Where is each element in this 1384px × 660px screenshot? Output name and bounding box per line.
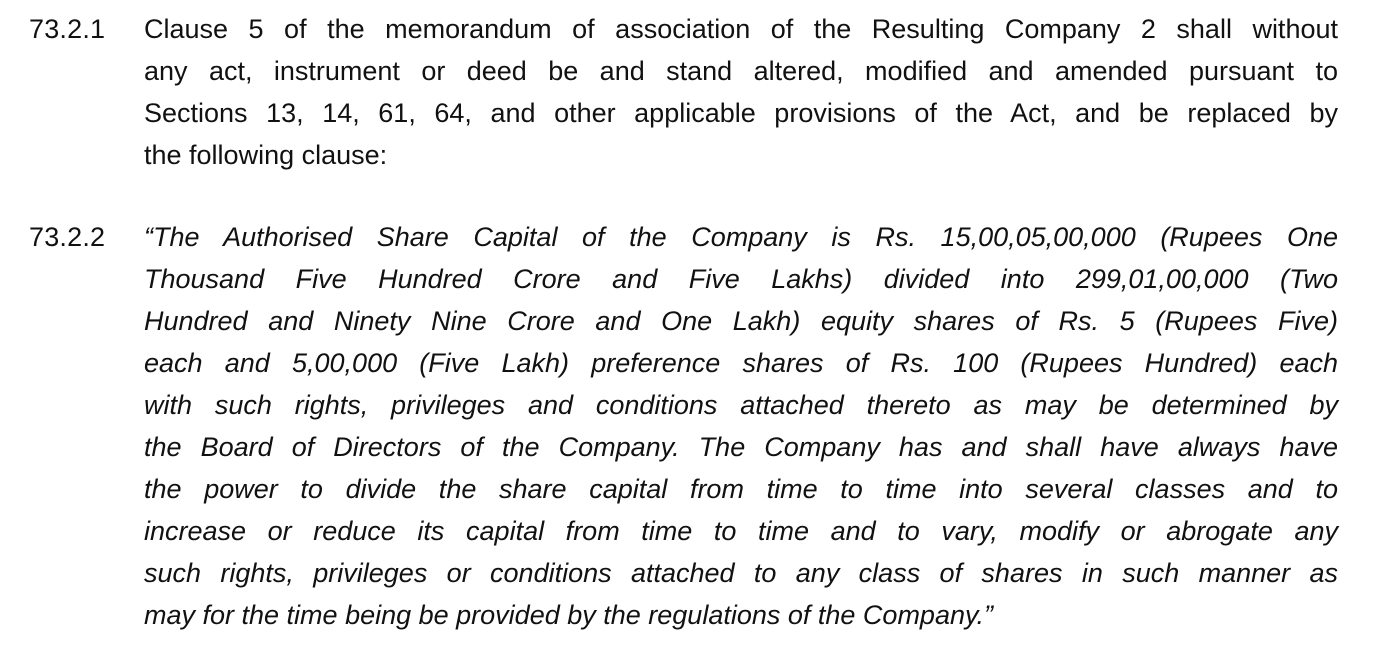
clause-line: Hundred and Ninety Nine Crore and One Lakh) equity shares of Rs. 5 (Rupees Five) xyxy=(144,306,1338,336)
clause-line: “The Authorised Share Capital of the Company is Rs. 15,00,05,00,000 (Rupees One xyxy=(144,222,1338,252)
clause-line: with such rights, privileges and conditions attached thereto as may be determined by xyxy=(144,390,1338,420)
clause-line: the following clause: xyxy=(144,140,388,170)
clause-line: any act, instrument or deed be and stand altered, modified and amended pursuant to xyxy=(144,56,1338,86)
clause-text xyxy=(144,8,1338,176)
clause-line: Clause 5 of the memorandum of association of the Resulting Company 2 shall without xyxy=(144,14,1338,44)
clause-line: such rights, privileges or conditions attached to any class of shares in such manner as xyxy=(144,558,1338,588)
clause-line: each and 5,00,000 (Five Lakh) preference shares of Rs. 100 (Rupees Hundred) each xyxy=(144,348,1338,378)
clause-text-quoted xyxy=(144,216,1338,636)
clause-line: may for the time being be provided by the regulations of the Company.” xyxy=(144,600,993,630)
clause-line: the power to divide the share capital from time to time into several classes and to xyxy=(144,474,1338,504)
clause-number: 73.2.1 xyxy=(29,14,106,44)
clause-line: increase or reduce its capital from time to time and to vary, modify or abrogate any xyxy=(144,516,1338,546)
clause-line: Thousand Five Hundred Crore and Five Lakhs) divided into 299,01,00,000 (Two xyxy=(144,264,1338,294)
clause-line: Sections 13, 14, 61, 64, and other applicable provisions of the Act, and be replaced by xyxy=(144,98,1338,128)
clause-line: the Board of Directors of the Company. The Company has and shall have always have xyxy=(144,432,1338,462)
clause-number: 73.2.2 xyxy=(29,222,106,252)
